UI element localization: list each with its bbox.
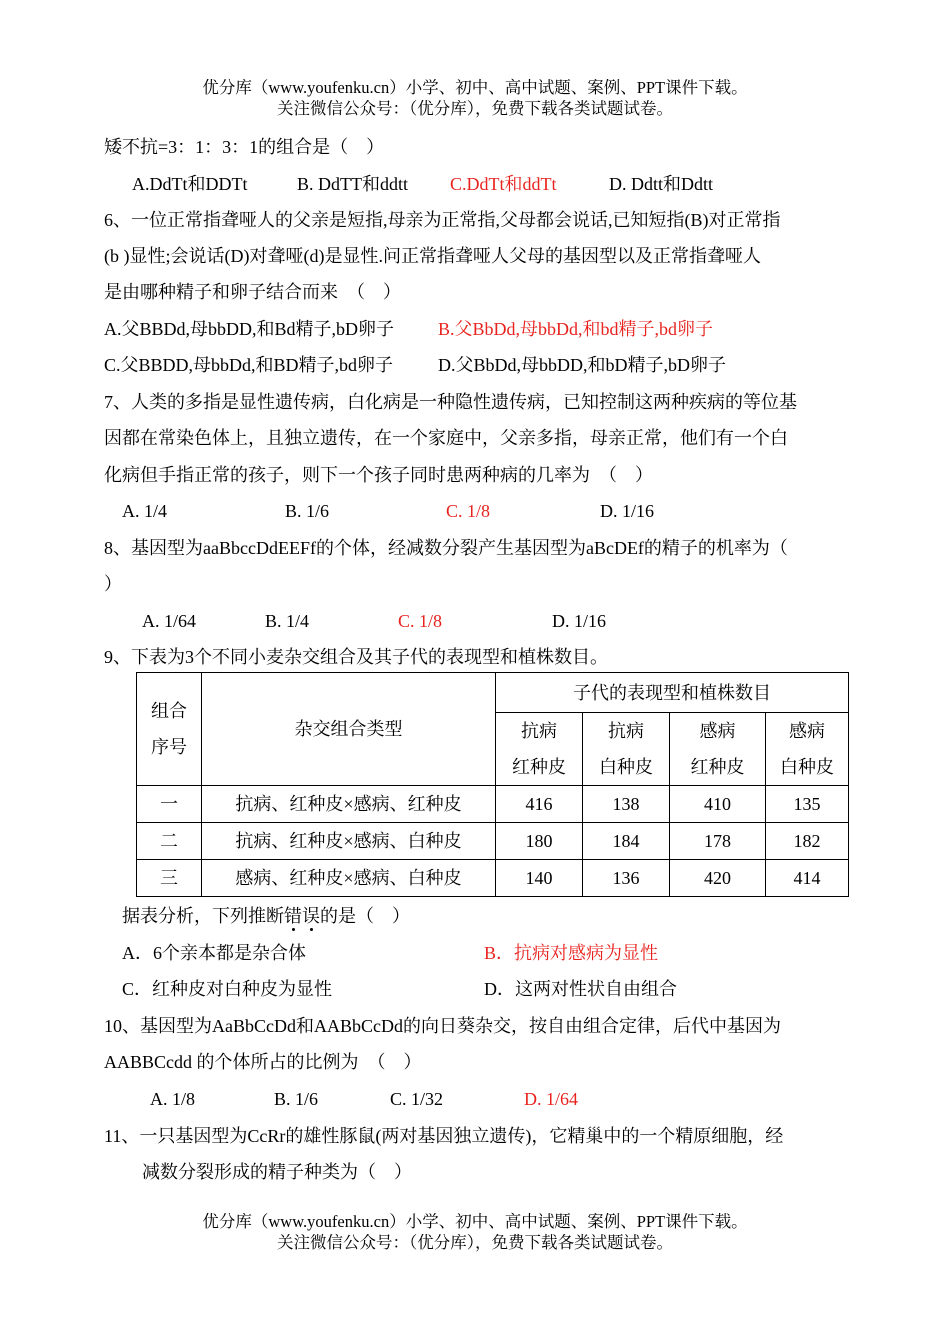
q6-line-2: (b )显性;会说话(D)对聋哑(d)是显性.问正常指聋哑人父母的基因型以及正常指聋哑人 [104,246,761,266]
q11-line-2: 减数分裂形成的精子种类为（ ） [142,1162,412,1182]
q9-intro: 9、下表为3个不同小麦杂交组合及其子代的表现型和植株数目。 [104,647,608,667]
q8-line-1: 8、基因型为aaBbccDdEEFf的个体，经减数分裂产生基因型为aBcDEf的精子的机率为（ [104,538,788,558]
table-row: 一 抗病、红种皮×感病、红种皮 416 138 410 135 [137,786,849,823]
header-line-2: 关注微信公众号：（优分库），免费下载各类试题试卷。 [277,99,673,118]
q7-option-d: D. 1/16 [600,501,654,521]
q6-option-a: A.父BBDd,母bbDD,和Bd精子,bD卵子 [104,319,395,339]
q6-option-d: D.父BbDd,母bbDD,和bD精子,bD卵子 [438,355,726,375]
q10-option-d-answer: D. 1/64 [524,1089,578,1109]
q7-option-c-answer: C. 1/8 [446,501,491,521]
q6-option-b-answer: B.父BbDd,母bbDd,和bd精子,bd卵子 [438,319,714,339]
q5-option-a: A.DdTt和DDTt [132,174,248,194]
q10-line-2: AABBCcdd 的个体所占的比例为 （ ） [104,1052,422,1072]
page-header [0,77,950,119]
q8-option-c-answer: C. 1/8 [398,611,443,631]
q7-option-b: B. 1/6 [285,501,330,521]
q7-option-a: A. 1/4 [122,501,167,521]
q10-line-1: 10、基因型为AaBbCcDd和AABbCcDd的向日葵杂交，按自由组合定律，后代中基因为 [104,1016,781,1036]
q7-line-1: 7、人类的多指是显性遗传病，白化病是一种隐性遗传病，已知控制这两种疾病的等位基 [104,392,797,412]
table-header-group: 子代的表现型和植株数目 [496,673,849,713]
q9-option-b-answer: B．抗病对感病为显性 [484,943,659,963]
table-subheader-4: 感病 白种皮 [766,713,849,786]
q8-option-d: D. 1/16 [552,611,606,631]
q5-option-d: D. Ddtt和Ddtt [609,174,714,194]
q6-option-c: C.父BBDD,母bbDd,和BD精子,bd卵子 [104,355,394,375]
q8-option-a: A. 1/64 [142,611,196,631]
header-line-1: 优分库（www.youfenku.cn）小学、初中、高中试题、案例、PPT课件下载。 [202,78,748,97]
q9-option-a: A．6个亲本都是杂合体 [122,943,306,963]
q9-question: 据表分析，下列推断错误的是（ ） [122,906,410,926]
q9-option-c: C．红种皮对白种皮为显性 [122,979,333,999]
footer-line-1: 优分库（www.youfenku.cn）小学、初中、高中试题、案例、PPT课件下载。 [202,1212,748,1231]
q10-option-b: B. 1/6 [274,1089,319,1109]
q11-line-1: 11、一只基因型为CcRr的雄性豚鼠(两对基因独立遗传)，它精巢中的一个精原细胞，经 [104,1126,784,1146]
q7-line-2: 因都在常染色体上，且独立遗传，在一个家庭中，父亲多指，母亲正常，他们有一个白 [104,428,788,448]
q5-tail: 矮不抗=3：1：3：1的组合是（ ） [104,137,385,157]
table-header-type: 杂交组合类型 [202,673,496,786]
footer-line-2: 关注微信公众号：（优分库），免费下载各类试题试卷。 [277,1233,673,1252]
page-footer [0,1211,950,1253]
q8-option-b: B. 1/4 [265,611,310,631]
emphasis-dot-char: 错 [284,906,302,926]
q7-line-3: 化病但手指正常的孩子，则下一个孩子同时患两种病的几率为 （ ） [104,465,653,485]
emphasis-dot-char: 误 [302,906,320,926]
q5-option-b: B. DdTT和ddtt [297,174,408,194]
q8-line-2: ） [104,574,122,594]
table-subheader-1: 抗病 红种皮 [496,713,583,786]
q5-option-c-answer: C.DdTt和ddTt [450,174,557,194]
table-row: 二 抗病、红种皮×感病、白种皮 180 184 178 182 [137,823,849,860]
table-header-seq: 组合 序号 [137,673,202,786]
q9-option-d: D．这两对性状自由组合 [484,979,677,999]
table-subheader-3: 感病 红种皮 [670,713,766,786]
q10-option-a: A. 1/8 [150,1089,195,1109]
table-subheader-2: 抗病 白种皮 [583,713,670,786]
table-row: 三 感病、红种皮×感病、白种皮 140 136 420 414 [137,860,849,897]
q6-line-3: 是由哪种精子和卵子结合而来 （ ） [104,282,401,302]
q9-table [136,672,849,897]
q6-line-1: 6、一位正常指聋哑人的父亲是短指,母亲为正常指,父母都会说话,已知短指(B)对正常指 [104,210,781,230]
q10-option-c: C. 1/32 [390,1089,444,1109]
